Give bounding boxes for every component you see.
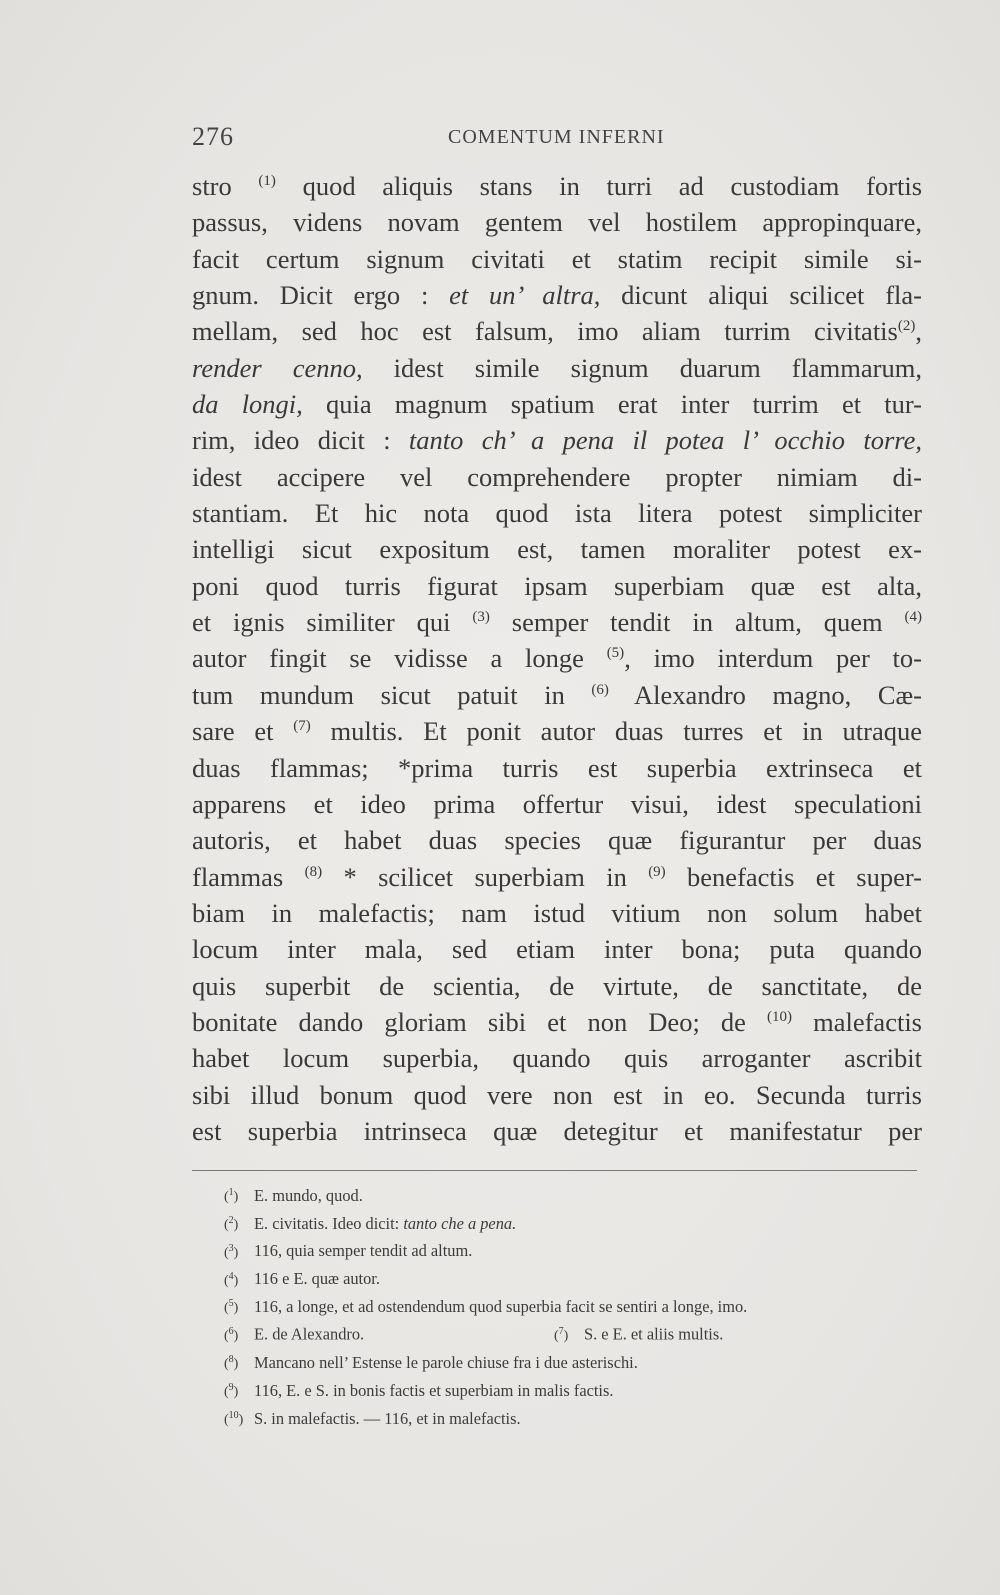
body-line: [192, 1004, 922, 1040]
footnotes: [224, 1181, 924, 1432]
footnote-reference: (6): [591, 681, 609, 698]
footnote-reference: (4): [904, 609, 922, 626]
body-text-run: intelligi sicut expositum est, tamen moraliter potest ex-: [192, 534, 922, 565]
body-text-run: Alexandro magno, Cæ-: [608, 679, 923, 710]
footnote-reference: (7): [293, 718, 311, 735]
footnote-number: ($^{10}$): [224, 1409, 244, 1428]
body-line: [192, 968, 922, 1004]
body-line: [192, 677, 922, 713]
body-text-run: sibi illud bonum quod vere non est in eo. Secunda turris: [192, 1079, 922, 1110]
body-text-run: sare et: [192, 716, 294, 747]
body-line: [192, 786, 922, 822]
footnote-text: 116, a longe, et ad ostendendum quod superbia facit se sentiri a longe, imo.: [254, 1297, 748, 1317]
italic-quote: render cenno,: [192, 352, 363, 383]
body-text-run: benefactis et super-: [665, 861, 922, 892]
body-text-run: * scilicet superbiam in: [322, 861, 649, 892]
body-text-run: locum inter mala, sed etiam inter bona; puta quando: [192, 934, 922, 965]
body-text-run: habet locum superbia, quando quis arroganter ascribit: [192, 1043, 922, 1074]
body-text-run: dicunt aliqui scilicet fla-: [600, 280, 922, 311]
footnote-text: 116 e E. quæ autor.: [254, 1269, 380, 1289]
footnote-reference: (3): [472, 609, 490, 626]
footnote: [224, 1292, 924, 1320]
body-text-run: bonitate dando gloriam sibi et non Deo; de: [192, 1006, 768, 1037]
body-text-run: est superbia intrinseca quæ detegitur et manifestatur per: [192, 1115, 922, 1146]
footnote: [224, 1404, 924, 1432]
footnote-number: ($^7$): [554, 1326, 569, 1344]
footnote: [224, 1265, 924, 1293]
footnote-text: 116, E. e S. in bonis factis et superbiam in malis factis.: [254, 1380, 614, 1400]
footnote: [224, 1237, 924, 1265]
footnote-number: ($^3$): [224, 1242, 239, 1261]
page-number: 276: [192, 122, 234, 151]
body-line: [192, 859, 922, 895]
body-text: [192, 168, 922, 1149]
body-text-run: autor fingit se vidisse a longe: [192, 643, 607, 674]
footnote: [224, 1376, 924, 1404]
footnote: [224, 1348, 924, 1376]
footnote-text: E. civitatis. Ideo dicit:: [254, 1213, 404, 1233]
footnote-reference: (10): [767, 1009, 793, 1026]
body-line: [192, 713, 922, 749]
italic-quote: tanto ch’ a pena il potea l’ occhio torre,: [408, 425, 922, 456]
body-line: [192, 1040, 922, 1076]
footnote-number: ($^9$): [224, 1382, 239, 1400]
body-text-run: quod aliquis stans in turri ad custodiam fortis: [275, 171, 923, 201]
body-text-run: quia magnum spatium erat inter turrim et tur-: [302, 389, 922, 420]
body-text-run: biam in malefactis; nam istud vitium non solum habet: [192, 897, 922, 928]
italic-quote: da longi,: [192, 389, 303, 420]
body-text-run: ,: [915, 316, 922, 347]
footnote: [224, 1209, 924, 1237]
body-text-run: mellam, sed hoc est falsum, imo aliam turrim civitatis: [192, 316, 898, 347]
footnote-text: S. e E. et aliis multis.: [584, 1324, 724, 1344]
footnote-number: ($^4$): [224, 1270, 239, 1289]
body-line: [192, 640, 922, 676]
body-line: [192, 241, 922, 277]
footnote-reference: (1): [258, 173, 276, 190]
body-text-run: duas flammas; *prima turris est superbia extrinseca et: [192, 752, 922, 783]
body-text-run: semper tendit in altum, quem: [489, 607, 905, 638]
body-line: [192, 931, 922, 967]
body-line: [192, 568, 922, 604]
footnote-text: E. de Alexandro.: [254, 1324, 365, 1344]
body-line: [192, 313, 922, 349]
body-text-run: apparens et ideo prima offertur visui, idest speculationi: [192, 788, 922, 819]
footnote-number: ($^2$): [224, 1214, 239, 1233]
footnote-number: ($^6$): [224, 1326, 239, 1344]
body-text-run: , imo interdum per to-: [624, 643, 922, 674]
body-text-run: tum mundum sicut patuit in: [192, 679, 592, 710]
body-text-run: rim, ideo dicit :: [192, 425, 409, 456]
body-line: [192, 1077, 922, 1113]
footnote: [224, 1181, 924, 1209]
body-text-run: flammas: [192, 861, 305, 892]
body-line: [192, 895, 922, 931]
body-line: [192, 495, 922, 531]
body-text-run: et ignis similiter qui: [192, 607, 473, 638]
body-text-run: idest simile signum duarum flammarum,: [362, 352, 922, 383]
footnote: [224, 1320, 924, 1348]
body-text-run: facit certum signum civitati et statim recipit simile si-: [192, 243, 922, 274]
footnote-reference: (2): [897, 318, 916, 335]
body-line: [192, 531, 922, 567]
body-text-run: quis superbit de scientia, de virtute, de sanctitate, de: [192, 970, 922, 1001]
italic-quote: et un’ altra,: [449, 280, 601, 311]
footnote-number: ($^1$): [224, 1187, 239, 1205]
body-line: [192, 350, 922, 386]
body-text-run: poni quod turris figurat ipsam superbiam quæ est alta,: [192, 570, 922, 601]
body-line: [192, 822, 922, 858]
body-text-run: idest accipere vel comprehendere propter nimiam di-: [192, 461, 922, 492]
footnote-number: ($^5$): [224, 1298, 239, 1317]
footnote-text: E. mundo, quod.: [254, 1185, 363, 1205]
body-line: [192, 277, 922, 313]
page-header: [192, 122, 922, 156]
body-text-run: stantiam. Et hic nota quod ista litera potest simpliciter: [192, 498, 922, 529]
body-line: [192, 750, 922, 786]
body-line: [192, 168, 922, 204]
footnote-italic: tanto che a pena.: [403, 1213, 517, 1233]
footnote-reference: (8): [304, 863, 323, 880]
body-text-run: multis. Et ponit autor duas turres et in utraque: [310, 716, 922, 747]
body-text-run: passus, videns novam gentem vel hostilem appropinquare,: [192, 207, 922, 238]
body-line: [192, 422, 922, 458]
footnote-rule: [192, 1170, 917, 1171]
body-text-run: malefactis: [792, 1006, 922, 1037]
body-line: [192, 386, 922, 422]
footnote-reference: (5): [606, 645, 625, 662]
footnote-text: Mancano nell’ Estense le parole chiuse fra i due asterischi.: [254, 1352, 638, 1372]
footnote-text: S. in malefactis. — 116, et in malefactis.: [254, 1408, 521, 1428]
footnote-number: ($^8$): [224, 1354, 239, 1372]
running-title: COMENTUM INFERNI: [448, 126, 665, 148]
body-text-run: stro: [192, 171, 259, 201]
body-text-run: autoris, et habet duas species quæ figurantur per duas: [192, 825, 922, 856]
footnote-reference: (9): [648, 863, 666, 880]
body-line: [192, 604, 922, 640]
body-line: [192, 204, 922, 240]
body-text-run: gnum. Dicit ergo :: [192, 280, 450, 311]
body-line: [192, 459, 922, 495]
body-line: [192, 1113, 922, 1149]
footnote-text: 116, quia semper tendit ad altum.: [254, 1241, 473, 1261]
